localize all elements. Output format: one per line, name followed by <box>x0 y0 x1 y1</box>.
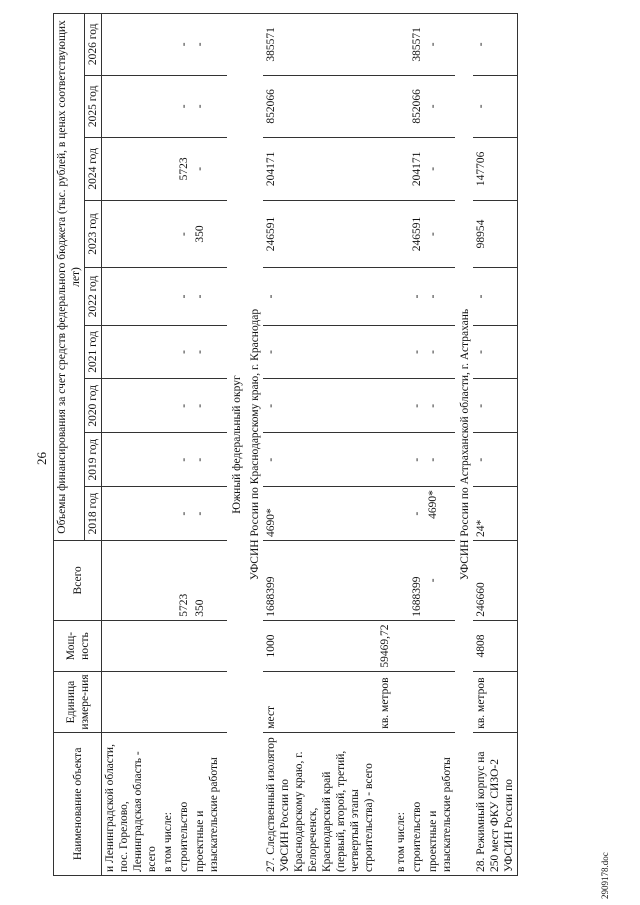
table-row: 28. Режимный корпус на 250 мест ФКУ СИЗО-2 УФСИН России по кв. метров 4808 246660 24* - - - - 98954 147706 - - <box>473 14 518 876</box>
table-row <box>160 14 176 876</box>
table-row <box>393 14 409 876</box>
cell-total: 350 <box>192 540 222 620</box>
year-header: 2019 год <box>85 433 102 487</box>
table-row: проектные и изыскательские работы - 4690* - - - - - - - - <box>425 14 455 876</box>
section-title: Южный федеральный округ <box>227 14 245 876</box>
year-header: 2025 год <box>85 75 102 137</box>
col-header-financing: Объемы финансирования за счет средств федерального бюджета (тыс. рублей, в ценах соответствующих лет) <box>54 14 85 541</box>
cell-capacity: 4808 <box>473 620 518 672</box>
cell-total: 246660 <box>473 540 518 620</box>
document-footer: 2909178.doc <box>600 852 610 899</box>
object-name: и Ленинградской области, пос. Горелово, Ленинградская область - всего <box>102 732 161 875</box>
table-row <box>102 14 161 876</box>
cell-total: 1688399 <box>409 540 425 620</box>
object-name: 28. Режимный корпус на 250 мест ФКУ СИЗО-2 УФСИН России по <box>473 732 518 875</box>
object-name: проектные и изыскательские работы <box>192 732 222 875</box>
year-header: 2021 год <box>85 325 102 379</box>
section-title: УФСИН России по Астраханской области, г. Астрахань <box>455 14 473 876</box>
cell-total: - <box>425 540 455 620</box>
cell-total: 5723 <box>176 540 192 620</box>
year-header: 2018 год <box>85 487 102 541</box>
object-name <box>377 732 393 875</box>
cell-capacity: 1000 <box>263 620 377 672</box>
table-row: строительство 5723 - - - - - - 5723 - - <box>176 14 192 876</box>
year-header: 2026 год <box>85 14 102 76</box>
col-header-name: Наименование объекта <box>54 732 102 875</box>
object-name: 27. Следственный изолятор УФСИН России по Краснодарскому краю, г. Белореченск, Краснодарский край (первый, второй, третий, четвертый этапы строительства) - всего <box>263 732 377 875</box>
financing-table <box>53 13 518 876</box>
cell-unit: кв. метров <box>473 672 518 732</box>
object-name: в том числе: <box>393 732 409 875</box>
object-name: строительство <box>409 732 425 875</box>
year-header: 2022 год <box>85 268 102 325</box>
col-header-unit: Единица измере-ния <box>54 672 102 732</box>
cell-total: 1688399 <box>263 540 377 620</box>
object-name: строительство <box>176 732 192 875</box>
table-row <box>377 14 393 876</box>
year-header: 2020 год <box>85 379 102 433</box>
year-header: 2023 год <box>85 200 102 268</box>
object-name: в том числе: <box>160 732 176 875</box>
cell-unit: мест <box>263 672 377 732</box>
col-header-total: Всего <box>54 540 102 620</box>
table-row: 27. Следственный изолятор УФСИН России по Краснодарскому краю, г. Белореченск, Краснодарский край (первый, второй, третий, четвертый этапы строительства) - всего мест 1000 1688399 4690* - - - - 246591 204171 852066 385571 <box>263 14 377 876</box>
cell-capacity: 59469,72 <box>377 620 393 672</box>
section-row <box>245 14 263 876</box>
table-row: строительство 1688399 - - - - - 246591 204171 852066 385571 <box>409 14 425 876</box>
object-name: проектные и изыскательские работы <box>425 732 455 875</box>
page-number: 26 <box>34 452 49 465</box>
section-title: УФСИН России по Краснодарскому краю, г. Краснодар <box>245 14 263 876</box>
year-header: 2024 год <box>85 138 102 200</box>
table-row: проектные и изыскательские работы 350 - - - - - 350 - - - <box>192 14 222 876</box>
section-row <box>227 14 245 876</box>
cell-unit: кв. метров <box>377 672 393 732</box>
col-header-capacity: Мощ-ность <box>54 620 102 672</box>
section-row <box>455 14 473 876</box>
